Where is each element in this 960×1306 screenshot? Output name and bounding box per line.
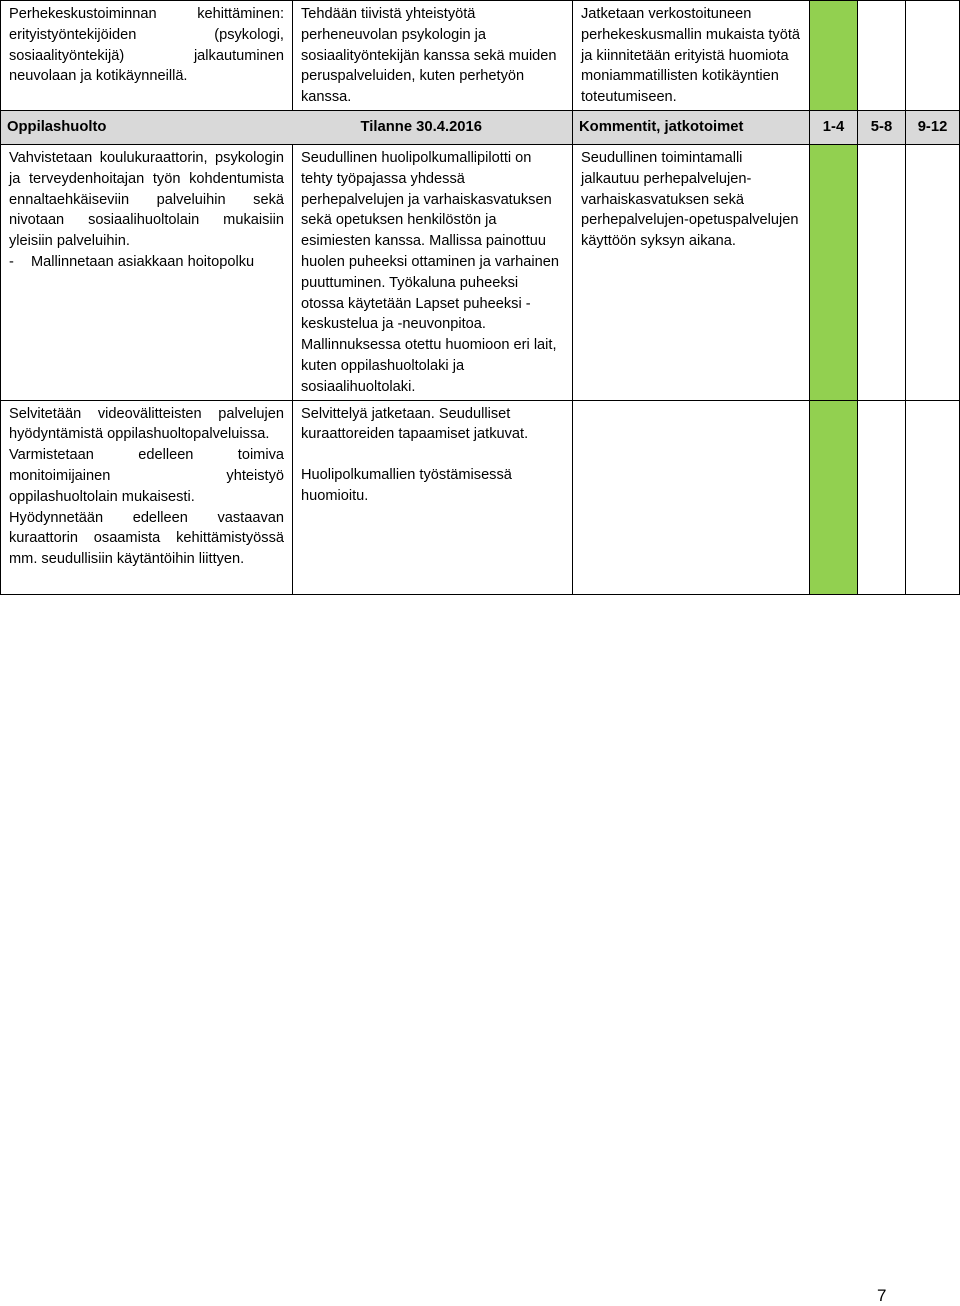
family-center-row [1, 1, 960, 111]
status-cell-9-12 [906, 1, 960, 111]
status-cell-1-4 [810, 400, 858, 594]
status-cell-1-4 [810, 144, 858, 400]
bullet-marker: - [9, 253, 14, 270]
student-welfare-row-1 [1, 144, 960, 400]
section-title: Oppilashuolto [7, 119, 107, 136]
student-welfare-row-2 [1, 400, 960, 594]
family-center-goal: Perhekeskustoiminnan kehittäminen: erityistyöntekijöiden (psykologi, sosiaalityöntekijä) jalkautuminen neuvolaan ja kotikäynneillä. [1, 1, 293, 111]
status-text: Huolipolkumallien työstämisessä huomioitu. [301, 467, 512, 504]
period-heading-9-12: 9-12 [906, 110, 960, 144]
comment-text: Seudullinen toimintamalli jalkautuu perhepalvelujen-varhaiskasvatuksen sekä perhepalvelujen-opetuspalvelujen käyttöön syksyn aikana. [581, 149, 799, 250]
status-cell-9-12 [906, 144, 960, 400]
goal-text: Hyödynnetään edelleen vastaavan kuraattorin osaamista kehittämistyössä mm. seudullisiin käytäntöihin liittyen. [9, 509, 284, 568]
status-cell-5-8 [858, 400, 906, 594]
period-heading-5-8: 5-8 [858, 110, 906, 144]
status-cell-1 [293, 144, 573, 400]
goal-bullet [9, 252, 284, 273]
status-cell-5-8 [858, 144, 906, 400]
status-heading: Tilanne 30.4.2016 [360, 119, 482, 136]
family-center-status: Tehdään tiivistä yhteistyötä perheneuvolan psykologin ja sosiaalityöntekijän kanssa sekä muiden peruspalveluiden, kuten perhetyön kanssa. [293, 1, 573, 111]
status-text: Seudullinen huolipolkumallipilotti on tehty työpajassa yhdessä perhepalvelujen ja varhaiskasvatuksen sekä opetuksen henkilöstön ja esimiesten kanssa. Mallissa painottuu huolen puheeksi ottaminen ja varhainen puuttuminen. Työkaluna puheeksi otossa käytetään Lapset puheeksi -keskustelua ja -neuvonpitoa. Mallinnuksessa otettu huomioon eri lait, kuten oppilashuoltolaki ja sosiaalihuoltolaki. [301, 149, 560, 395]
comment-cell-2 [573, 400, 810, 594]
goal-text: Vahvistetaan koulukuraattorin, psykologin ja terveydenhoitajan työn kohdentumista ennaltaehkäiseviin palveluihin sekä nivotaan sosiaalihuoltolain mukaisiin yleisiin palveluihin. [9, 149, 284, 250]
header-section-cell [1, 110, 573, 144]
goal-cell-1 [1, 144, 293, 400]
status-cell-5-8 [858, 1, 906, 111]
status-text: Selvittelyä jatketaan. Seudulliset kuraattoreiden tapaamiset jatkuvat. [301, 405, 529, 443]
action-plan-table [0, 0, 960, 595]
header-row [1, 110, 960, 144]
bullet-text: Mallinnetaan asiakkaan hoitopolku [31, 253, 255, 270]
status-cell-2 [293, 400, 573, 594]
goal-text: Selvitetään videovälitteisten palvelujen hyödyntämistä oppilashuoltopalveluissa. [9, 405, 284, 443]
page-number: 7 [877, 1286, 887, 1305]
family-center-comment: Jatketaan verkostoituneen perhekeskusmallin mukaista työtä ja kiinnitetään erityistä huomiota moniammatillisten kotikäyntien toteutumiseen. [573, 1, 810, 111]
comments-heading: Kommentit, jatkotoimet [573, 110, 810, 144]
period-heading-1-4: 1-4 [810, 110, 858, 144]
status-cell-1-4 [810, 1, 858, 111]
goal-text: Varmistetaan edelleen toimiva monitoimijainen yhteistyö oppilashuoltolain mukaisesti. [9, 447, 284, 505]
goal-cell-2 [1, 400, 293, 594]
status-cell-9-12 [906, 400, 960, 594]
comment-cell-1 [573, 144, 810, 400]
